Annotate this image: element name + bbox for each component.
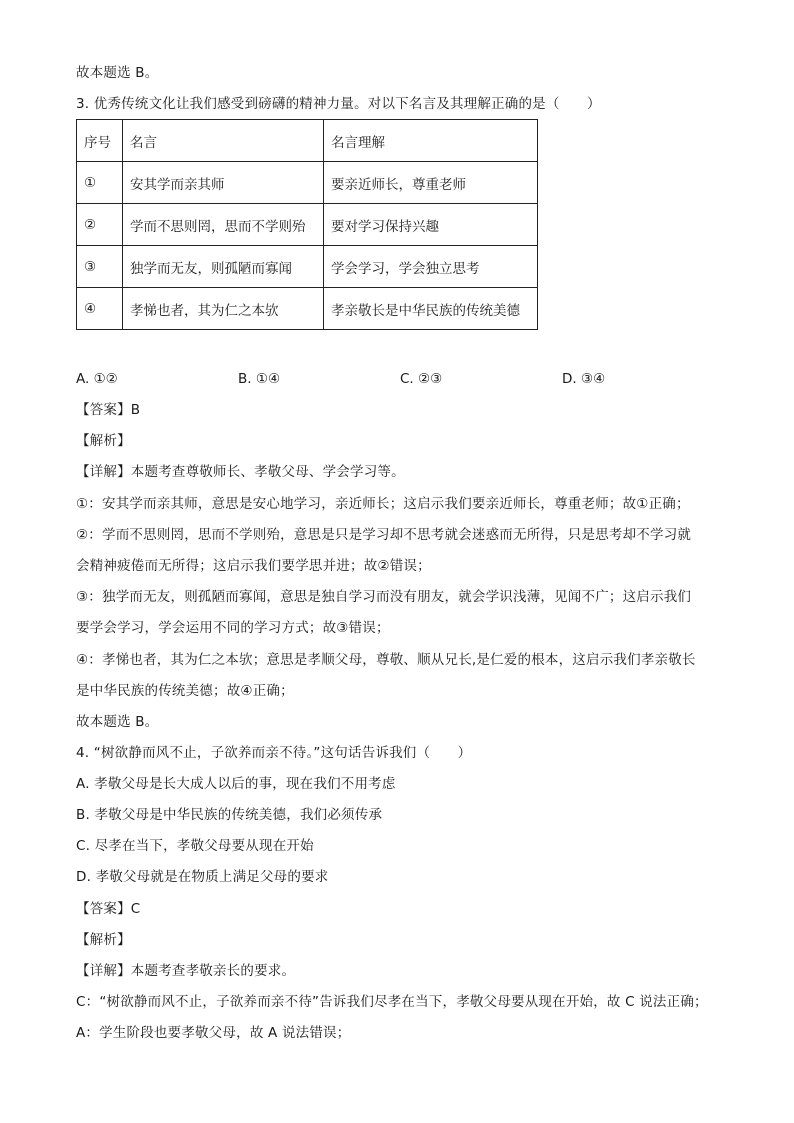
option-a: A. ①② — [76, 371, 118, 387]
question-3-stem: 3. 优秀传统文化让我们感受到磅礴的精神力量。对以下名言及其理解正确的是（ ） — [76, 96, 601, 112]
explanation-line: 是中华民族的传统美德；故④正确； — [76, 683, 294, 699]
explanation-line: 【详解】本题考查尊敬师长、孝敬父母、学会学习等。 — [76, 464, 405, 480]
option-b: B. 孝敬父母是中华民族的传统美德，我们必须传承 — [76, 807, 383, 823]
table-cell: 学而不思则罔，思而不学则殆 — [123, 204, 324, 246]
answer-conclusion: 故本题选 B。 — [76, 65, 159, 81]
option-b: B. ①④ — [238, 371, 281, 387]
header-cell: 序号 — [77, 120, 123, 162]
quotes-table — [76, 119, 538, 330]
question-4-stem: 4. “树欲静而风不止，子欲养而亲不待。”这句话告诉我们（ ） — [76, 745, 472, 761]
explanation-line: ②：学而不思则罔，思而不学则殆，意思是只是学习却不思考就会迷惑而无所得，只是思考却不学习就 — [76, 527, 692, 543]
explanation-line: 会精神疲倦而无所得；这启示我们要学思并进；故②错误； — [76, 558, 431, 574]
table-cell: 安其学而亲其师 — [123, 162, 324, 204]
table-header-row — [77, 120, 538, 162]
table-cell: 学会学习，学会独立思考 — [324, 246, 538, 288]
answer-label: 【答案】C — [76, 901, 141, 917]
table-cell: 要亲近师长，尊重老师 — [324, 162, 538, 204]
table-row — [77, 204, 538, 246]
option-c: C. 尽孝在当下，孝敬父母要从现在开始 — [76, 838, 314, 854]
explanation-line: A：学生阶段也要孝敬父母，故 A 说法错误； — [76, 1025, 351, 1041]
analysis-label: 【解析】 — [76, 932, 131, 948]
analysis-label: 【解析】 — [76, 433, 131, 449]
explanation-line: ①：安其学而亲其师，意思是安心地学习，亲近师长；这启示我们要亲近师长，尊重老师；故①正确； — [76, 496, 690, 512]
explanation-line: C：“树欲静而风不止，子欲养而亲不待”告诉我们尽孝在当下，孝敬父母要从现在开始，故 C 说法正确； — [76, 994, 708, 1010]
option-a: A. 孝敬父母是长大成人以后的事，现在我们不用考虑 — [76, 776, 396, 792]
table-row — [77, 246, 538, 288]
header-cell: 名言 — [123, 120, 324, 162]
explanation-line: ③：独学而无友，则孤陋而寡闻，意思是独自学习而没有朋友，就会学识浅薄，见闻不广；这启示我们 — [76, 589, 692, 605]
table-cell: ③ — [77, 246, 123, 288]
table-cell: 独学而无友，则孤陋而寡闻 — [123, 246, 324, 288]
option-d: D. 孝敬父母就是在物质上满足父母的要求 — [76, 869, 329, 885]
table-cell: ① — [77, 162, 123, 204]
explanation-line: ④：孝悌也者，其为仁之本欤；意思是孝顺父母，尊敬、顺从兄长,是仁爱的根本，这启示我们孝亲敬长 — [76, 652, 696, 668]
table-cell: ④ — [77, 288, 123, 330]
table-cell: 孝亲敬长是中华民族的传统美德 — [324, 288, 538, 330]
answer-conclusion: 故本题选 B。 — [76, 714, 159, 730]
answer-label: 【答案】B — [76, 402, 141, 418]
option-d: D. ③④ — [562, 371, 606, 387]
table-cell: 要对学习保持兴趣 — [324, 204, 538, 246]
header-cell: 名言理解 — [324, 120, 538, 162]
explanation-line: 【详解】本题考查孝敬亲长的要求。 — [76, 963, 296, 979]
table-cell: ② — [77, 204, 123, 246]
table-row — [77, 288, 538, 330]
option-c: C. ②③ — [400, 371, 443, 387]
table-cell: 孝悌也者，其为仁之本欤 — [123, 288, 324, 330]
explanation-line: 要学会学习，学会运用不同的学习方式；故③错误； — [76, 620, 390, 636]
table-row — [77, 162, 538, 204]
